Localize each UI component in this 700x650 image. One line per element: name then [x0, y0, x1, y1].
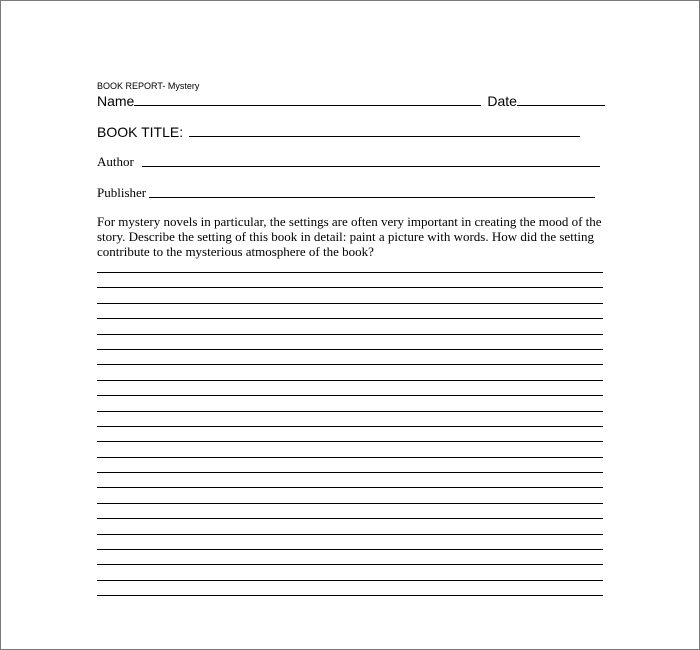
answer-line[interactable] — [97, 503, 603, 518]
answer-line[interactable] — [97, 487, 603, 502]
answer-line[interactable] — [97, 395, 603, 410]
name-field[interactable] — [134, 105, 481, 106]
answer-line[interactable] — [97, 457, 603, 472]
date-label: Date — [487, 93, 517, 109]
answer-line[interactable] — [97, 534, 603, 549]
answer-line[interactable] — [97, 334, 603, 349]
author-label: Author — [97, 154, 134, 169]
name-label: Name — [97, 93, 135, 109]
answer-line[interactable] — [97, 364, 603, 379]
publisher-label: Publisher — [97, 185, 147, 200]
publisher-field[interactable] — [149, 197, 595, 198]
answer-line[interactable] — [97, 349, 603, 364]
book-title-label: BOOK TITLE: — [97, 124, 184, 140]
answer-line[interactable] — [97, 272, 603, 287]
answer-line[interactable] — [97, 441, 603, 456]
publisher-row — [97, 183, 595, 201]
setting-prompt: For mystery novels in particular, the settings are often very important in creating the mood of the story. Describe the setting of this book in detail: paint a picture with words. How did the setting contribute to the mysterious atmosphere of the book? — [97, 214, 602, 259]
answer-line[interactable] — [97, 518, 603, 533]
book-title-field[interactable] — [189, 136, 580, 137]
answer-line[interactable] — [97, 426, 603, 441]
date-field[interactable] — [517, 105, 605, 106]
answer-line[interactable] — [97, 580, 603, 595]
answer-line[interactable] — [97, 287, 603, 302]
answer-line[interactable] — [97, 564, 603, 579]
form-header: BOOK REPORT- Mystery — [97, 81, 200, 91]
author-field[interactable] — [142, 166, 600, 167]
answer-line[interactable] — [97, 549, 603, 564]
answer-lines[interactable] — [97, 272, 603, 611]
answer-line[interactable] — [97, 303, 603, 318]
book-title-row — [97, 122, 580, 140]
answer-line[interactable] — [97, 595, 603, 610]
answer-line[interactable] — [97, 472, 603, 487]
name-row — [97, 91, 605, 109]
author-row — [97, 152, 600, 170]
answer-line[interactable] — [97, 318, 603, 333]
answer-line[interactable] — [97, 411, 603, 426]
answer-line[interactable] — [97, 380, 603, 395]
